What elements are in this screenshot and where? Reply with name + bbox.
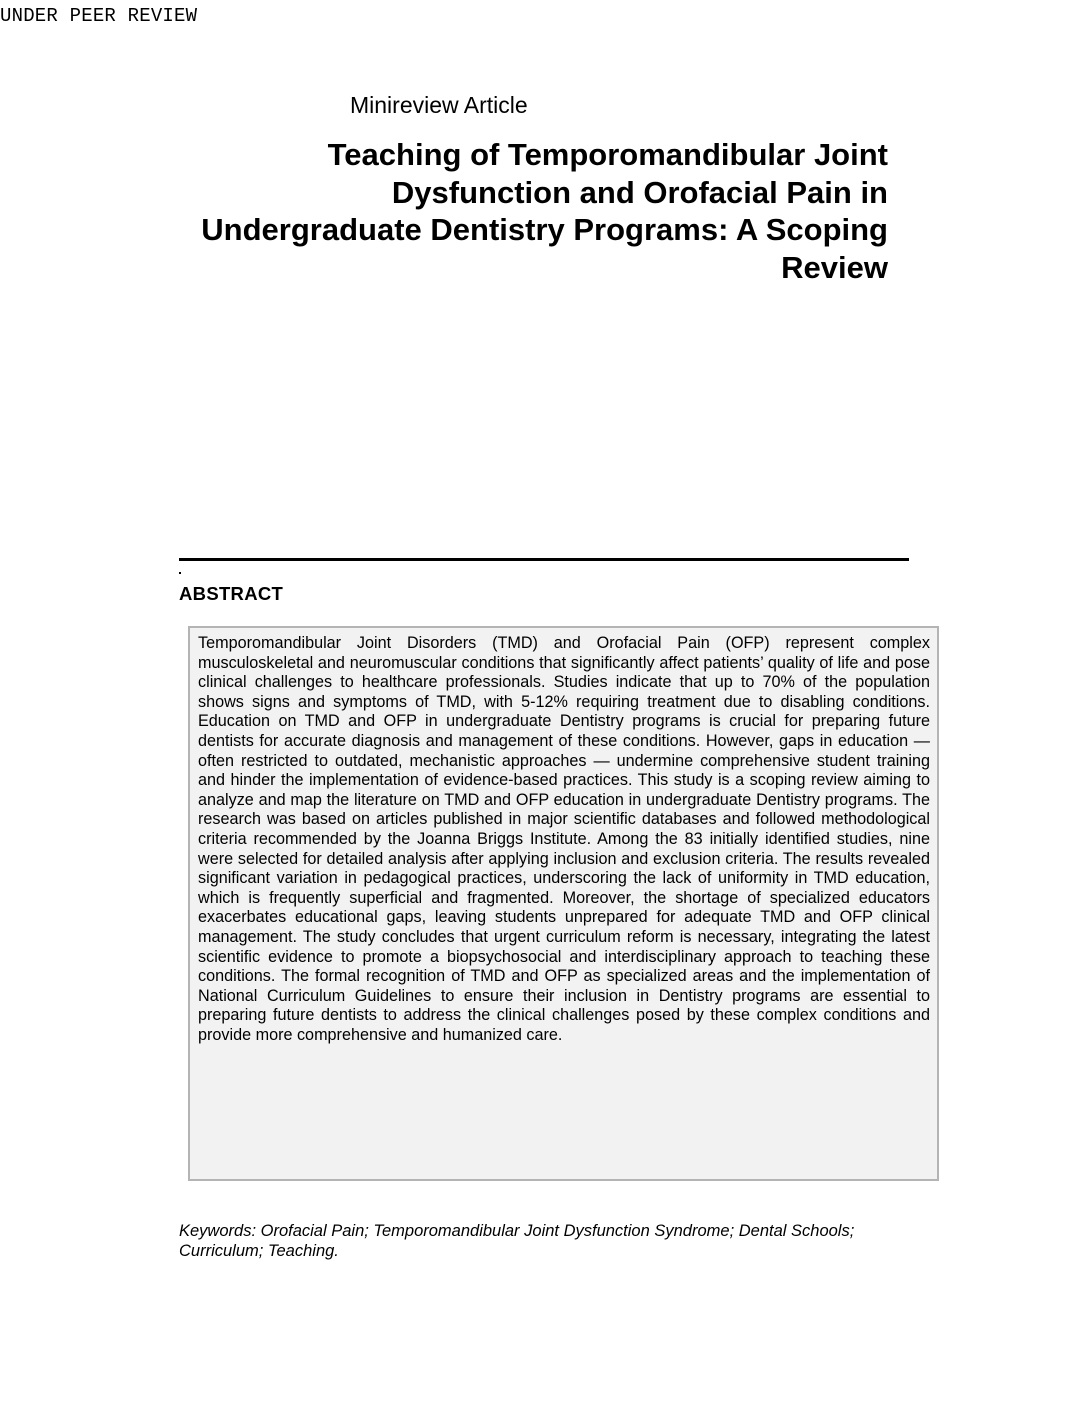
- divider-dot: [179, 572, 181, 574]
- paper-title-line: Undergraduate Dentistry Programs: A Scoping: [201, 212, 888, 247]
- paper-title: [176, 136, 888, 286]
- peer-review-watermark: UNDER PEER REVIEW: [0, 5, 198, 27]
- abstract-text: Temporomandibular Joint Disorders (TMD) and Orofacial Pain (OFP) represent complex musculoskeletal and neuromuscular conditions that significantly affect patients’ quality of life and pose clinical challenges to healthcare professionals. Studies indicate that up to 70% of the population shows signs and symptoms of TMD, with 5-12% requiring treatment due to disabling conditions. Education on TMD and OFP in undergraduate Dentistry programs is crucial for preparing future dentists for accurate diagnosis and management of these conditions. However, gaps in education — often restricted to outdated, mechanistic approaches — undermine comprehensive student training and hinder the implementation of evidence-based practices. This study is a scoping review aiming to analyze and map the literature on TMD and OFP education in undergraduate Dentistry programs. The research was based on articles published in major scientific databases and followed methodological criteria recommended by the Joanna Briggs Institute. Among the 83 initially identified studies, nine were selected for detailed analysis after applying inclusion and exclusion criteria. The results revealed significant variation in pedagogical practices, underscoring the lack of uniformity in TMD education, which is frequently superficial and fragmented. Moreover, the shortage of specialized educators exacerbates educational gaps, leaving students unprepared for adequate TMD and OFP clinical management. The study concludes that urgent curriculum reform is necessary, integrating the latest scientific evidence to promote a biopsychosocial and interdisciplinary approach to teaching these conditions. The formal recognition of TMD and OFP as specialized areas and the implementation of National Curriculum Guidelines to ensure their inclusion in Dentistry programs are essential to preparing future dentists to address the clinical challenges posed by these complex conditions and provide more comprehensive and humanized care.: [198, 634, 930, 1044]
- abstract-box: [188, 626, 939, 1181]
- paper-title-line: Teaching of Temporomandibular Joint: [327, 137, 888, 172]
- paper-title-line: Dysfunction and Orofacial Pain in: [391, 174, 888, 210]
- abstract-heading: ABSTRACT: [179, 583, 284, 604]
- keywords: Keywords: Orofacial Pain; Temporomandibular Joint Dysfunction Syndrome; Dental Schools; Curriculum; Teaching.: [179, 1222, 855, 1260]
- article-type-label: Minireview Article: [350, 92, 528, 118]
- section-divider: [179, 558, 909, 561]
- paper-title-line: Review: [781, 249, 888, 285]
